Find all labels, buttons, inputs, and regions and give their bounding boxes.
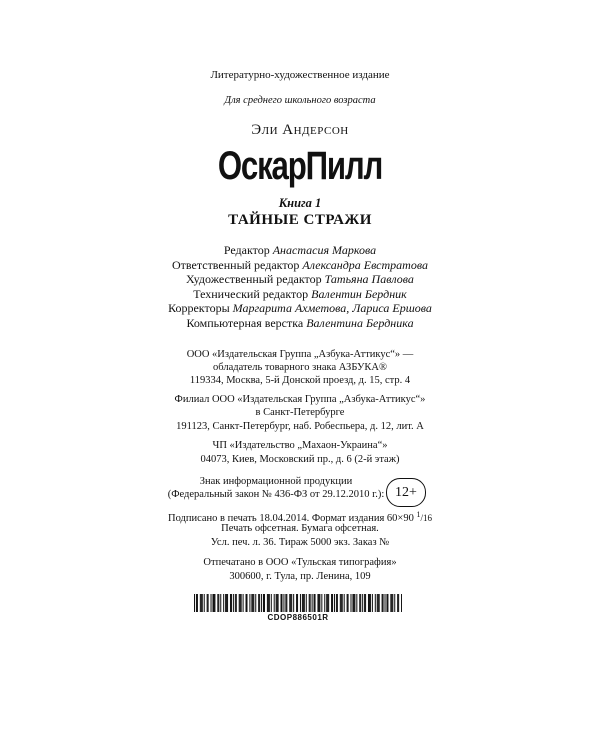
credit-row [0,301,600,316]
barcode-bar [353,594,354,612]
barcode-bar [364,594,365,612]
kyiv-branch-address: 04073, Киев, Московский пр., д. 6 (2-й этаж) [200,454,400,465]
barcode-bar [226,594,227,612]
book-subtitle: ТАЙНЫЕ СТРАЖИ [228,212,372,228]
barcode-bar [314,594,315,612]
barcode-bar [268,594,269,612]
credit-role: Компьютерная верстка [186,315,304,330]
barcode-bar [378,594,379,612]
barcode-bar [264,594,265,612]
barcode-bar [197,594,198,612]
barcode-bar [317,594,318,612]
credit-person: Маргарита Ахметова, Лариса Ершова [232,301,432,315]
barcode-bar [356,594,357,612]
credits-block [0,243,600,330]
print-info-line-3: Усл. печ. л. 36. Тираж 5000 экз. Заказ № [210,537,390,548]
credit-row [0,243,600,258]
barcode-bar [348,594,349,612]
publisher-address: 119334, Москва, 5-й Донской проезд, д. 15, стр. 4 [189,375,411,386]
barcode-bar [337,594,338,612]
barcode-bar [289,594,290,612]
barcode-bar [347,594,348,612]
barcode-bar [249,594,250,612]
barcode-bar [277,594,278,612]
barcode-bar [225,594,226,612]
barcode-bar [230,594,231,612]
barcode-bar [267,594,268,612]
genre-line: Литературно-художественное издание [210,69,390,81]
format-fraction-num: 1 [416,510,421,519]
barcode-bar [383,594,384,612]
barcode-bar [365,594,366,612]
barcode-bar [372,594,373,612]
barcode-bar [223,594,224,612]
barcode-bar [344,594,345,612]
barcode-bar [208,594,209,612]
barcode-bar [360,594,361,612]
barcode-bar [251,594,252,612]
barcode-bar [239,594,240,612]
barcode-bar [342,594,343,612]
barcode-bar [200,594,201,612]
barcode-bar [297,594,298,612]
barcode-bar [368,594,369,612]
barcode-bar [377,594,378,612]
credit-person: Анастасия Маркова [272,243,377,257]
credit-person: Татьяна Павлова [324,272,414,286]
barcode-bar [382,594,383,612]
barcode-bar [326,594,327,612]
barcode-bar [341,594,342,612]
barcode-bar [281,594,282,612]
printer-line-1: Отпечатано в ООО «Тульская типография» [203,557,397,568]
barcode-bar [369,594,370,612]
barcode-bar [385,594,386,612]
barcode-bar [392,594,393,612]
barcode-number: CDOP886501R [267,613,329,622]
barcode-bar [233,594,234,612]
barcode-bar [217,594,218,612]
barcode-bar [331,594,332,612]
publisher-line-1: ООО «Издательская Группа „Азбука-Аттикус“» — [186,349,414,360]
barcode-bar [398,594,399,612]
barcode-bar [324,594,325,612]
barcode-bar [375,594,376,612]
spb-branch-line-1: Филиал ООО «Издательская Группа „Азбука-Аттикус“» [174,394,426,405]
credit-role: Редактор [223,243,270,257]
barcode-bar [259,594,260,612]
barcode-bar [312,594,313,612]
barcode-bar [241,594,242,612]
barcode-bar [391,594,392,612]
barcode-bar [291,594,292,612]
barcode-bar [212,594,213,612]
credit-row [0,258,600,273]
barcode-bar [350,594,351,612]
barcode-bar [293,594,294,612]
barcode-bar [276,594,277,612]
barcode-bar [310,594,311,612]
barcode-bar [386,594,387,612]
credit-person: Александра Евстратова [302,257,428,272]
barcode-bar [296,594,297,612]
barcode-bar [271,594,272,612]
barcode-bar [394,594,395,612]
barcode-bar [379,594,380,612]
barcode-bar [370,594,371,612]
barcode-bar [194,594,195,612]
barcode-bar [214,594,215,612]
author-name: Эли Андерсон [251,122,349,138]
barcode-bar [352,594,353,612]
barcode-bar [302,594,303,612]
barcode-bar [281,594,282,612]
barcode-bar [201,594,202,612]
barcode-bar [315,594,316,612]
barcode-bar [283,594,284,612]
credit-person: Валентина Бердника [306,315,414,330]
barcode-bar [258,594,259,612]
barcode-bar [213,594,214,612]
barcode-bar [362,594,363,612]
barcode-bar [309,594,310,612]
barcode-bar [318,594,319,612]
printer-address: 300600, г. Тула, пр. Ленина, 109 [229,571,371,582]
barcode-bar [240,594,241,612]
barcode-bar [286,594,287,612]
barcode-bar [218,594,219,612]
credit-role: Ответственный редактор [172,257,300,272]
barcode-bar [290,594,291,612]
credit-role: Технический редактор [193,286,309,301]
barcode-bar [340,594,341,612]
book-title: ОскарПилл [217,144,383,188]
barcode-bar [252,594,253,612]
barcode-bar [253,594,254,612]
barcode-bar [387,594,388,612]
barcode-bar [397,594,398,612]
barcode-bar [304,594,305,612]
credit-person: Валентин Бердник [311,286,407,301]
barcode-bar [300,594,301,612]
barcode-bar [255,594,256,612]
barcode-bar [263,594,264,612]
book-number: Книга 1 [278,196,322,210]
barcode-bar [278,594,279,612]
barcode-bar [243,594,244,612]
barcode-bar [327,594,328,612]
barcode-bar [261,594,262,612]
publisher-line-2: обладатель товарного знака АЗБУКА® [213,362,387,373]
barcode-bar [401,594,402,612]
barcode-bar [274,594,275,612]
barcode-bar [321,594,322,612]
barcode-bar [319,594,320,612]
barcode-bar [269,594,270,612]
barcode-bar [354,594,355,612]
barcode-bar [285,594,286,612]
rating-label-1: Знак информационной продукции [199,476,353,487]
credit-role: Художественный редактор [186,272,322,286]
barcode-bar [306,594,307,612]
credit-row [0,272,600,287]
barcode-bar [220,594,221,612]
barcode-bar [227,594,228,612]
barcode-bar [246,594,247,612]
barcode-bar [246,594,247,612]
spb-branch-line-2: в Санкт-Петербурге [255,407,345,418]
barcode-bar [202,594,203,612]
barcode-bar [303,594,304,612]
barcode-bar [235,594,236,612]
barcode-bar [328,594,329,612]
kyiv-branch-line-1: ЧП «Издательство „Махаон-Украина“» [212,440,388,451]
print-info-line-2: Печать офсетная. Бумага офсетная. [221,523,379,534]
barcode-bar [231,594,232,612]
barcode-bar [359,594,360,612]
barcode-bar [207,594,208,612]
format-fraction-den: /16 [420,513,432,523]
barcode-bar [204,594,205,612]
spb-branch-address: 191123, Санкт-Петербург, наб. Робеспьера, д. 12, лит. А [176,421,424,432]
barcode-bar [334,594,335,612]
age-rating-badge: 12+ [386,478,426,507]
barcode-bar [236,594,237,612]
barcode-bar [332,594,333,612]
barcode-bar [211,594,212,612]
audience-line: Для среднего школьного возраста [224,95,376,106]
rating-label-2: (Федеральный закон № 436-ФЗ от 29.12.2010 г.): [167,489,385,500]
barcode-bar [196,594,197,612]
credit-row [0,316,600,331]
barcode-bar [390,594,391,612]
credit-role: Корректоры [168,301,230,315]
credit-row [0,287,600,302]
barcode-icon [194,594,402,612]
barcode-bar [336,594,337,612]
print-format: Подписано в печать 18.04.2014. Формат издания 60×90 [168,513,417,524]
